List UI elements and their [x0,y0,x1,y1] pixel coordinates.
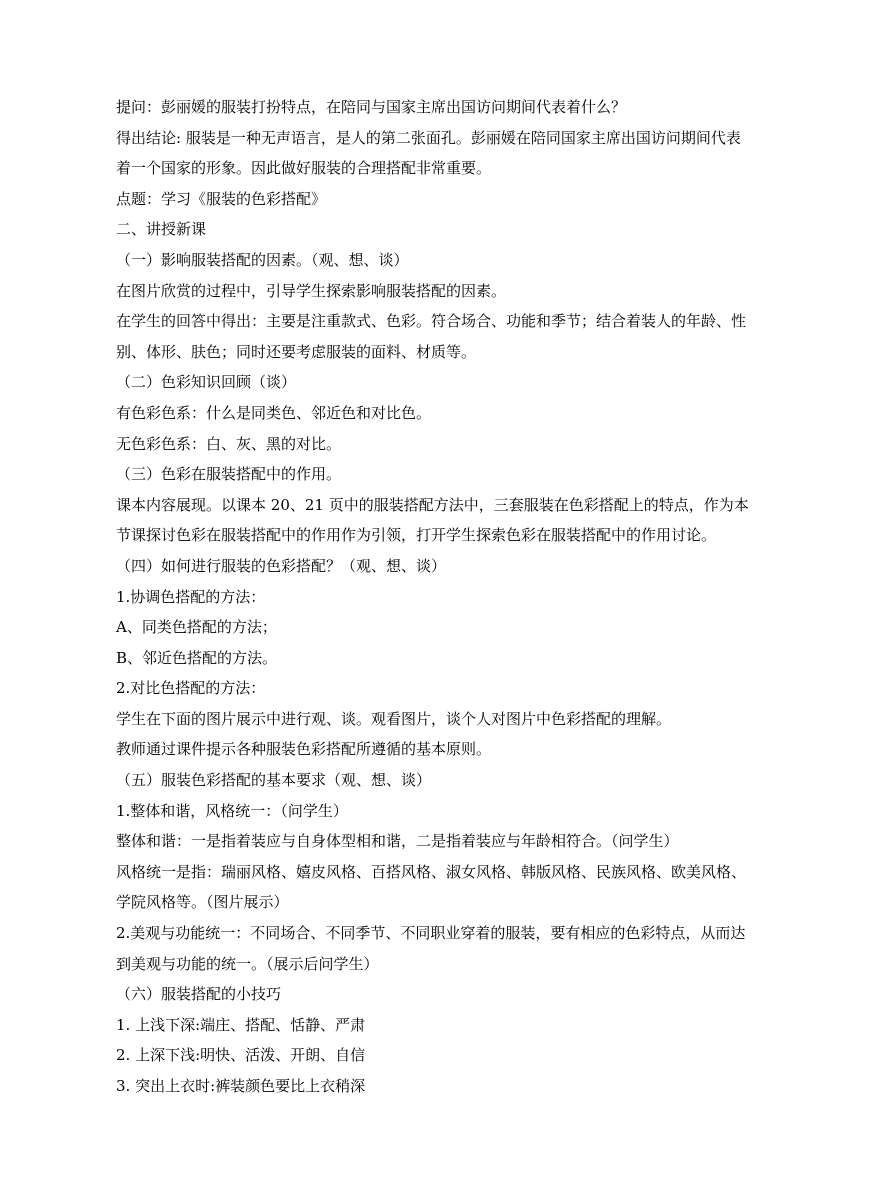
question-line: 提问：彭丽媛的服装打扮特点，在陪同与国家主席出国访问期间代表着什么？ [116,98,627,116]
conclusion-line-1: 得出结论: 服装是一种无声语言，是人的第二张面孔。彭丽媛在陪同国家主席出国访问期间代表 [116,128,741,147]
list-item: B、邻近色搭配的方法。 [116,648,278,667]
paragraph-line: 风格统一是指：瑞丽风格、嬉皮风格、百搭风格、淑女风格、韩版风格、民族风格、欧美风格、 [116,862,747,881]
list-item: 3. 突出上衣时:裤装颜色要比上衣稍深 [116,1077,366,1095]
paragraph-line: 有色彩色系：什么是同类色、邻近色和对比色。 [116,403,432,422]
paragraph-line: 节课探讨色彩在服装搭配中的作用作为引领，打开学生探索色彩在服装搭配中的作用讨论。 [116,526,717,545]
list-item: 2.美观与功能统一：不同场合、不同季节、不同职业穿着的服装，要有相应的色彩特点，从而达 [116,924,746,943]
list-item: 2. 上深下浅:明快、活泼、开朗、自信 [116,1046,366,1065]
list-item: 2.对比色搭配的方法： [116,679,266,698]
paragraph-line: 在学生的回答中得出：主要是注重款式、色彩。符合场合、功能和季节；结合着装人的年龄、性 [116,312,747,331]
paragraph-line: 在图片欣赏的过程中，引导学生探索影响服装搭配的因素。 [116,281,507,300]
paragraph-line: 整体和谐：一是指着装应与自身体型相和谐，二是指着装应与年龄相符合。（问学生） [116,832,679,851]
list-item: 1.协调色搭配的方法： [116,587,266,606]
paragraph-line: 别、体形、肤色；同时还要考虑服装的面料、材质等。 [116,342,477,361]
paragraph-line: 无色彩色系：白、灰、黑的对比。 [116,434,342,453]
paragraph-line: 学生在下面的图片展示中进行观、谈。观看图片，谈个人对图片中色彩搭配的理解。 [116,709,672,728]
subheading-basic-requirements: （五）服装色彩搭配的基本要求（观、想、谈） [116,771,432,790]
subheading-how-to-match: （四）如何进行服装的色彩搭配？（观、想、谈） [116,556,447,575]
paragraph-line: 学院风格等。（图片展示） [116,893,289,912]
subheading-tips: （六）服装搭配的小技巧 [116,985,282,1004]
list-item: 1.整体和谐，风格统一：（问学生） [116,801,348,820]
subheading-color-role: （三）色彩在服装搭配中的作用。 [116,465,342,484]
conclusion-line-2: 着一个国家的形象。因此做好服装的合理搭配非常重要。 [116,159,492,178]
paragraph-line: 到美观与功能的统一。（展示后问学生） [116,954,379,973]
list-item: 1. 上浅下深:端庄、搭配、恬静、严肃 [116,1015,366,1034]
subheading-factors: （一）影响服装搭配的因素。（观、想、谈） [116,250,409,269]
paragraph-line: 教师通过课件提示各种服装色彩搭配所遵循的基本原则。 [116,740,492,759]
list-item: A、同类色搭配的方法； [116,618,277,637]
section-heading-new-lesson: 二、讲授新课 [116,220,207,239]
document-body [116,92,776,1102]
topic-line: 点题：学习《服装的色彩搭配》 [116,189,327,208]
subheading-color-review: （二）色彩知识回顾（谈） [116,373,297,392]
paragraph-line: 课本内容展现。以课本 20、21 页中的服装搭配方法中，三套服装在色彩搭配上的特点，作为本 [116,495,749,514]
